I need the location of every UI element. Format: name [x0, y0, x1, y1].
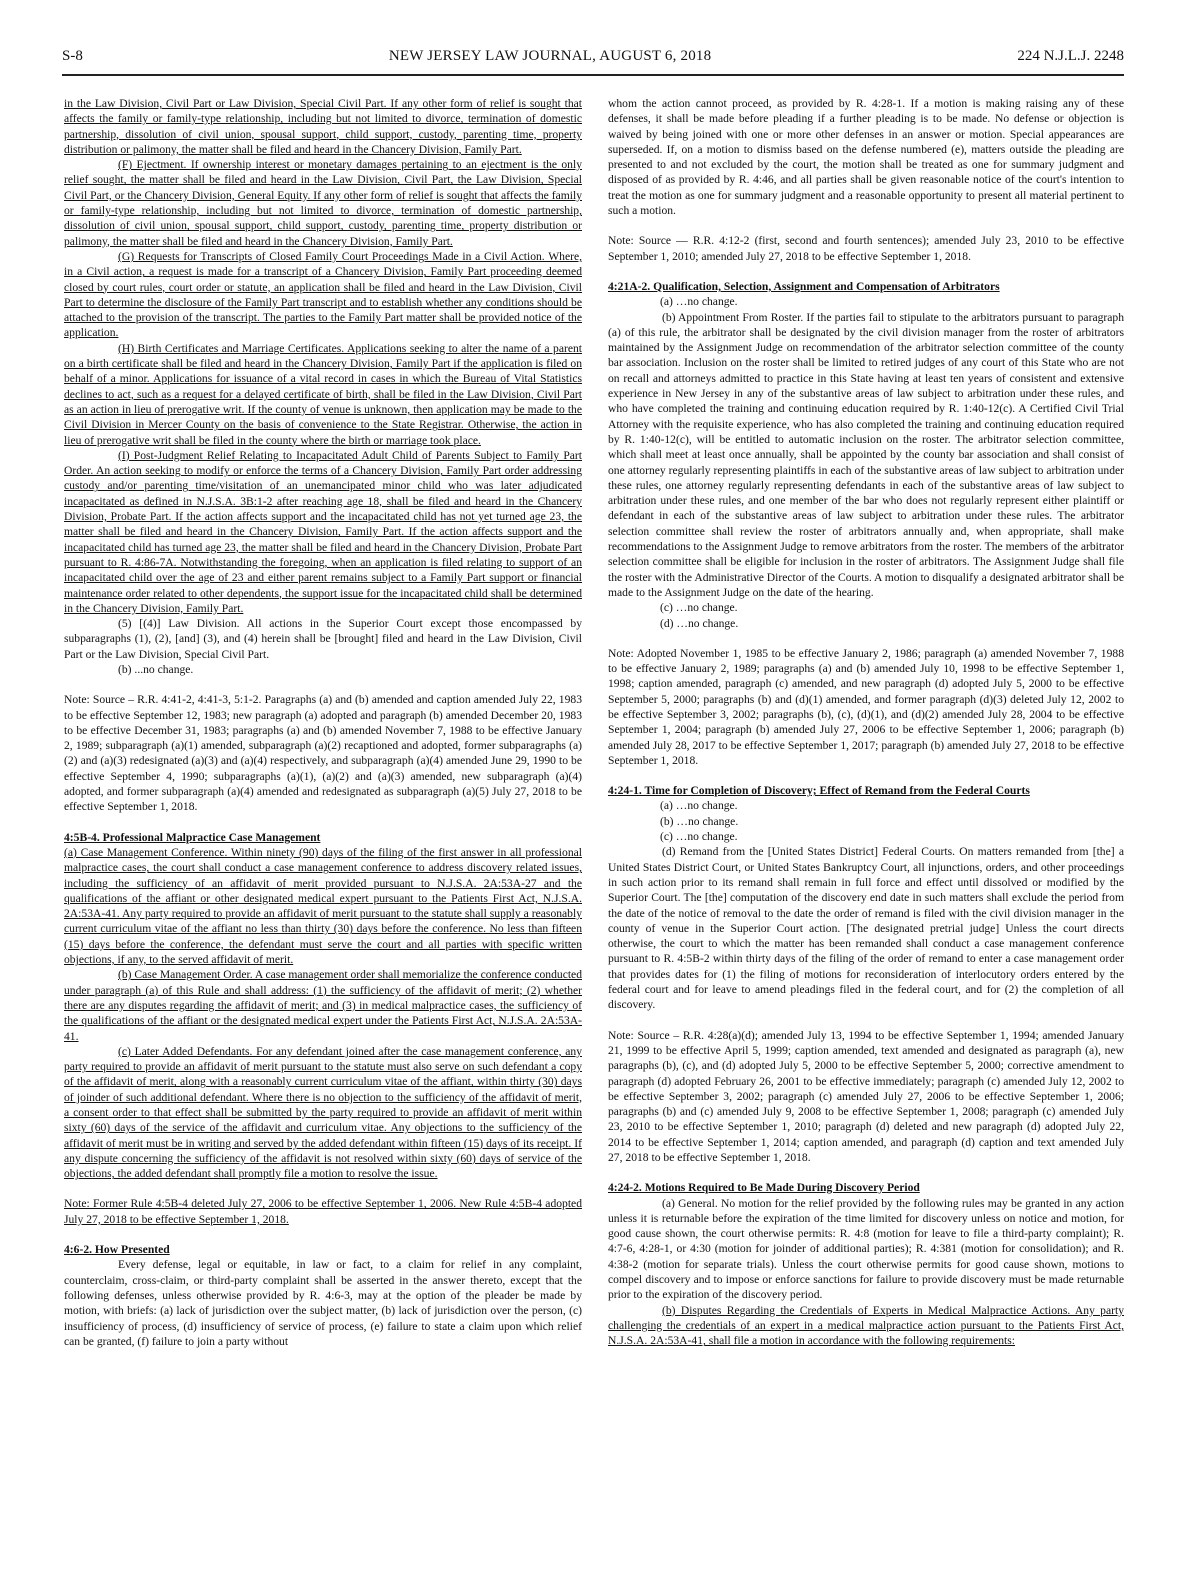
rule-heading: 4:21A-2. Qualification, Selection, Assignment and Compensation of Arbitrators — [608, 279, 1000, 293]
rule-heading: 4:6-2. How Presented — [64, 1243, 170, 1257]
paragraph-a: (a) …no change. — [660, 295, 738, 309]
paragraph-b: (b) Disputes Regarding the Credentials of Experts in Medical Malpractice Actions. Any party challenging the credentials of an expert in a medical malpractice action pursuant to the Patients First Act, N.J.S.A. 2A:53A-41, shall file a motion in accordance with the following requirements: — [608, 1303, 1124, 1348]
left-column — [64, 96, 582, 1349]
subparagraph-I: (I) Post-Judgment Relief Relating to Incapacitated Adult Child of Parents Subject to Family Part Order. An action seeking to modify or enforce the terms of a Chancery Division, Family Part order addressing custody and/or parenting time/visitation of an unemancipated minor child who was later adjudicated incapacitated as defined in N.J.S.A. 3B:1-2 after reaching age 18, shall be filed and heard in the Chancery Division, Probate Part. If the action affects support and the incapacitated child has not yet turned age 23, the matter shall be filed and heard in the Chancery Division, Family Part. If the action affects support and the incapacitated child has turned age 23, the matter shall be filed and heard in the Chancery Division, Probate Part pursuant to R. 4:86-7A. Notwithstanding the foregoing, when an application is filed relating to support of an incapacitated child over the age of 23 and either parent remains subject to a Family Part support or financial maintenance order related to other dependents, the support issue for the incapacitated child shall be determined in the Chancery Division, Family Part. — [64, 448, 582, 615]
subparagraph-5: (5) [(4)] Law Division. All actions in the Superior Court except those encompassed by subparagraphs (1), (2), [and] (3), and (4) herein shall be [brought] filed and heard in the Law Division, Civil Part or the Law Division, Special Civil Part. — [64, 617, 582, 661]
source-note: Note: Source — R.R. 4:12-2 (first, second and fourth sentences); amended July 23, 2010 to be effective September 1, 2010; amended July 27, 2018 to be effective September 1, 2018. — [608, 234, 1124, 263]
page-number: S-8 — [62, 48, 83, 64]
paragraph-b: (b) Appointment From Roster. If the parties fail to stipulate to the arbitrators pursuant to paragraph (a) of this rule, the arbitrator shall be designated by the civil division manager from the roster of arbitrators maintained by the Assignment Judge on recommendation of the arbitrator selection committee of the county bar association. Inclusion on the roster shall be limited to retired judges of any court of this State who are not on recall and attorneys admitted to practice in this State having at least ten years of consistent and extensive experience in New Jersey in any of the substantive areas of law subject to arbitration under these rules, and who have completed the training and continuing education required by R. 1:40-12(c). A Certified Civil Trial Attorney with the requisite experience, who has also completed the training and continuing education required by R. 1:40-12(c), will be entitled to automatic inclusion on the roster. The arbitrator selection committee, which shall meet at least once annually, shall be appointed by the county bar association and shall consist of one attorney regularly representing plaintiffs in each of the substantive areas of law subject to arbitration under these rules, one attorney regularly representing defendants in each of the substantive areas of law subject to arbitration under these rules, and one member of the bar who does not regularly represent either plaintiff or defendant in each of the substantive areas of law subject to arbitration under these rules. The arbitrator selection committee shall review the roster of arbitrators annually and, when appropriate, shall make recommendations to the Assignment Judge to remove arbitrators from the roster. The members of the arbitrator selection committee shall be eligible for inclusion in the roster of arbitrators. The Assignment Judge shall file the roster with the Administrative Director of the Courts. A motion to disqualify a designated arbitrator shall be made to the Assignment Judge on the date of the hearing. — [608, 310, 1124, 599]
right-column — [608, 96, 1124, 1349]
publication-title: NEW JERSEY LAW JOURNAL, AUGUST 6, 2018 — [388, 48, 712, 64]
subparagraph-H: (H) Birth Certificates and Marriage Certificates. Applications seeking to alter the name of a parent on a birth certificate shall be filed and heard in the Chancery Division, Family Part if the application is filed on behalf of a minor. Applications for issuance of a vital record in cases in which the Bureau of Vital Statistics declines to act, such as a request for a delayed certificate of birth, shall be filed in the Law Division, Civil Part as an action in lieu of prerogative writ. If the county of venue is unknown, then application may be made to the Civil Division in Mercer County on the basis of convenience to the State Registrar. Otherwise, the action in lieu of prerogative writ shall be filed in the county where the birth or marriage took place. — [64, 341, 582, 447]
subparagraph-F: (F) Ejectment. If ownership interest or monetary damages pertaining to an ejectment is the only relief sought, the matter shall be filed and heard in the Law Division, Civil Part, the Law Division, Special Civil Part, or the Chancery Division, General Equity. If any other form of relief is sought that affects the family or family-type relationship, including but not limited to divorce, termination of domestic partnership, dissolution of civil union, spousal support, child support, custody, parenting time, property distribution or palimony, the matter shall be filed and heard in the Chancery Division, Family Part. — [64, 158, 582, 248]
paragraph-a: (a) General. No motion for the relief provided by the following rules may be granted in any action unless it is returnable before the expiration of the time limited for discovery unless on notice and motion, for good cause shown, the court otherwise permits: R. 4:8 (motion for leave to file a third-party complaint); R. 4:7-6, 4:28-1, or 4:30 (motion for joinder of additional parties); R. 4:381 (motion for consolidation); and R. 4:38-2 (motion for separate trials). Unless the court otherwise permits for good cause shown, motions to compel discovery and to impose or enforce sanctions for failure to provide discovery must be made returnable prior to the expiration of the discovery period. — [608, 1196, 1124, 1302]
paragraph-d: (d) …no change. — [660, 616, 739, 630]
subparagraph-G: (G) Requests for Transcripts of Closed Family Court Proceedings Made in a Civil Action. Where, in a Civil action, a request is made for a transcript of a Chancery Division, Family Part proceeding deemed closed by court rules, court order or statute, an application shall be filed and heard in the Law Division, Civil Part to determine the disclosure of the Family Part transcript and to establish whether any conditions should be attached to the provision of the transcript. The parties to the Family Part matter shall be provided notice of the application. — [64, 249, 582, 340]
source-note: Note: Former Rule 4:5B-4 deleted July 27, 2006 to be effective September 1, 2006. New Rule 4:5B-4 adopted July 27, 2018 to be effective September 1, 2018. — [64, 1197, 582, 1226]
rule-heading: 4:5B-4. Professional Malpractice Case Management — [64, 830, 321, 844]
source-note: Note: Source – R.R. 4:41-2, 4:41-3, 5:1-2. Paragraphs (a) and (b) amended and caption amended July 22, 1983 to be effective September 12, 1983; new paragraph (a) adopted and paragraph (b) amended December 20, 1983 to be effective December 31, 1983; paragraphs (a) and (b) amended November 7, 1988 to be effective January 2, 1989; subparagraph (a)(1) amended, subparagraph (a)(2) recaptioned and adopted, former subparagraphs (a)(2) and (a)(3) redesignated (a)(3) and (a)(4) respectively, and subparagraph (a)(4) amended June 29, 1990 to be effective September 4, 1990; subparagraphs (a)(1), (a)(2) and (a)(3) amended, new subparagraph (a)(4) adopted, and former subparagraph (a)(4) amended and redesignated as subparagraph (a)(5) July 27, 2018 to be effective September 1, 2018. — [64, 693, 582, 814]
paragraph-b: (b) Case Management Order. A case management order shall memorialize the conference conducted under paragraph (a) of this Rule and shall address: (1) the sufficiency of the affidavit of merit; (2) whether there are any disputes regarding the affidavit of merit; and (3) in medical malpractice cases, the sufficiency of the qualifications of the affiant or the designated medical expert under the Patients First Act, N.J.S.A. 2A:53A-41. — [64, 968, 582, 1043]
paragraph-d: (d) Remand from the [United States District] Federal Courts. On matters remanded from [the] a United States District Court, or United States Bankruptcy Court, all injunctions, orders, and other proceedings in such action prior to its remand shall remain in full force and effect until dissolved or modified by the Superior Court. The [the] computation of the discovery end date in such matters shall exclude the period from the date of the notice of removal to the date the order of remand is filed with the civil division manager in the county of venue in the Superior Court action. [The designated pretrial judge] Unless the court directs otherwise, the court to which the matter has been remanded shall conduct a case management conference pursuant to R. 4:5B-2 within thirty days of the filing of the order of remand to enter a case management order that provides dates for (1) the filing of motions for reconsideration of interlocutory orders entered by the federal court and for leave to amend pleadings filed in the federal court, and for (2) the completion of all discovery. — [608, 845, 1124, 1012]
rule-heading: 4:24-1. Time for Completion of Discovery; Effect of Remand from the Federal Courts — [608, 784, 1030, 798]
header-rule — [62, 74, 1124, 76]
citation: 224 N.J.L.J. 2248 — [1017, 48, 1124, 64]
paragraph-c: (c) Later Added Defendants. For any defendant joined after the case management conference, any party required to provide an affidavit of merit pursuant to the statute must also serve on such defendant a copy of the affidavit of merit, along with a reasonably current curriculum vitae of the affiant, within thirty (30) days of joinder of such additional defendant. Where there is no objection to the sufficiency of the affidavit of merit, a consent order to that effect shall be submitted by the party required to provide an affidavit of merit within sixty (60) days of the service of the affidavit and curriculum vitae. Any objections to the sufficiency of the affidavit of merit must be in writing and served by the added defendant within fifteen (15) days of its receipt. If any dispute concerning the sufficiency of the affidavit is not resolved within sixty (60) days of service of the objections, the added defendant shall promptly file a motion to resolve the issue. — [64, 1044, 582, 1181]
source-note: Note: Adopted November 1, 1985 to be effective January 2, 1986; paragraph (a) amended November 7, 1988 to be effective January 2, 1989; paragraphs (a) and (b) amended July 10, 1998 to be effective September 1, 1998; caption amended, paragraph (c) amended, and new paragraph (d) adopted July 5, 2000 to be effective September 5, 2000; paragraphs (b) and (d)(1) amended, and former paragraph (d)(3) deleted July 12, 2002 to be effective September 3, 2002; paragraphs (b), (c), (d)(1), and (d)(2) amended July 28, 2004 to be effective September 1, 2004; paragraph (b) amended July 27, 2006 to be effective September 1, 2006; paragraph (b) amended July 28, 2017 to be effective September 1, 2017; paragraph (b) amended July 27, 2018 to be effective September 1, 2018. — [608, 646, 1124, 767]
paragraph-c: (c) …no change. — [660, 830, 738, 844]
rule-heading: 4:24-2. Motions Required to Be Made During Discovery Period — [608, 1181, 920, 1195]
source-note: Note: Source – R.R. 4:28(a)(d); amended July 13, 1994 to be effective September 1, 1994; amended January 21, 1999 to be effective April 5, 1999; caption amended, text amended and designated as paragraph (a), new paragraphs (b), (c), and (d) adopted July 5, 2000 to be effective September 5, 2000; corrective amendment to paragraph (d) adopted February 26, 2001 to be effective immediately; paragraph (c) amended July 12, 2002 to be effective September 3, 2002; paragraph (c) amended July 27, 2006 to be effective September 1, 2006; paragraphs (b) and (c) amended July 9, 2008 to be effective September 1, 2008; paragraph (c) amended July 23, 2010 to be effective September 1, 2010; paragraph (d) deleted and new paragraph (d) adopted July 22, 2014 to be effective September 1, 2014; caption amended, and paragraph (d) caption and text amended July 27, 2018 to be effective September 1, 2018. — [608, 1028, 1124, 1164]
paragraph: whom the action cannot proceed, as provided by R. 4:28-1. If a motion is making raising any of these defenses, it shall be made before pleading if a further pleading is to be made. No defense or objection is waived by being joined with one or more other defenses in an answer or motion. Special appearances are superseded. If, on a motion to dismiss based on the defense numbered (e), matters outside the pleading are presented to and not excluded by the court, the motion shall be treated as one for summary judgment and disposed of as provided by R. 4:46, and all parties shall be given reasonable notice of the court's intention to treat the motion as one for summary judgment and a reasonable opportunity to present all material pertinent to such a motion. — [608, 97, 1124, 218]
paragraph-b: (b) ...no change. — [118, 662, 194, 676]
paragraph-b: (b) …no change. — [660, 814, 739, 828]
paragraph-a: (a) Case Management Conference. Within ninety (90) days of the filing of the first answer in all professional malpractice cases, the court shall conduct a case management conference to address discovery related issues, including the sufficiency of an affidavit of merit provided pursuant to N.J.S.A. 2A:53A-27 and the qualifications of the affiant or other designated medical expert pursuant to the Patients First Act, N.J.S.A. 2A:53A-41. Any party required to provide an affidavit of merit pursuant to the statute shall supply a reasonably current curriculum vitae of the affiant no less than thirty (30) days before the conference. No less than fifteen (15) days before the conference, the defendant must serve the court and all parties with specific written objections, if any, to the served affidavit of merit. — [64, 845, 582, 967]
page-header — [62, 48, 1124, 70]
paragraph: in the Law Division, Civil Part or Law Division, Special Civil Part. If any other form of relief is sought that affects the family or family-type relationship, including but not limited to divorce, termination of domestic partnership, dissolution of civil union, spousal support, child support, custody, parenting time, property distribution or palimony, the matter shall be filed and heard in the Chancery Division, Family Part. — [64, 97, 582, 156]
paragraph: Every defense, legal or equitable, in law or fact, to a claim for relief in any complaint, counterclaim, cross-claim, or third-party complaint shall be asserted in the answer thereto, except that the following defenses, unless otherwise provided by R. 4:6-3, may at the option of the pleader be made by motion, with briefs: (a) lack of jurisdiction over the subject matter, (b) lack of jurisdiction over the person, (c) insufficiency of process, (d) insufficiency of service of process, (e) failure to state a claim upon which relief can be granted, (f) failure to join a party without — [64, 1258, 582, 1348]
paragraph-c: (c) …no change. — [660, 601, 738, 615]
paragraph-a: (a) …no change. — [660, 799, 738, 813]
